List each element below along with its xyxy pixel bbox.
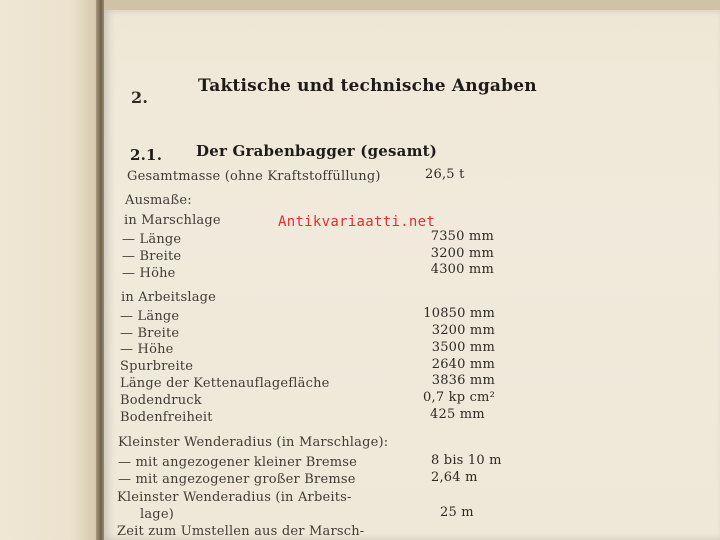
- row-value-spurbreite: 2640 mm: [431, 357, 495, 372]
- row-label-bodendruck: Bodendruck: [120, 393, 202, 408]
- row-value-bodenfreiheit: 425 mm: [430, 407, 485, 422]
- row-value-m-breite: 3200 mm: [430, 246, 494, 261]
- row-value-a-laenge: 10850 mm: [423, 306, 495, 321]
- row-value-kettenlaenge: 3836 mm: [431, 373, 495, 388]
- row-label-kleine-bremse: — mit angezogener kleiner Bremse: [118, 455, 358, 470]
- subsection-title: Der Grabenbagger (gesamt): [196, 142, 438, 160]
- watermark: Antikvariaatti.net: [278, 214, 436, 230]
- row-value-a-breite: 3200 mm: [431, 323, 495, 338]
- section-title: Taktische und technische Angaben: [198, 76, 537, 96]
- row-label-gesamtmasse: Gesamtmasse (ohne Kraftstoffüllung): [127, 169, 381, 184]
- row-wenderadius-arbeit-1: Kleinster Wenderadius (in Arbeits-: [117, 490, 352, 505]
- left-page-edge: [0, 0, 100, 540]
- row-label-a-laenge: — Länge: [120, 309, 180, 324]
- row-value-grosse-bremse: 2,64 m: [431, 470, 478, 485]
- row-label-m-breite: — Breite: [122, 249, 182, 264]
- row-umstellen: Zeit zum Umstellen aus der Marsch-: [117, 524, 365, 539]
- row-ausmasse: Ausmaße:: [125, 193, 192, 208]
- subsection-number: 2.1.: [130, 146, 163, 164]
- row-value-gesamtmasse: 26,5 t: [425, 167, 465, 182]
- row-value-m-hoehe: 4300 mm: [430, 262, 494, 277]
- row-value-m-laenge: 7350 mm: [430, 229, 494, 244]
- page-top-edge: [104, 0, 720, 10]
- row-label-kettenlaenge: Länge der Kettenauflagefläche: [120, 376, 330, 391]
- section-number: 2.: [131, 88, 149, 107]
- row-label-m-laenge: — Länge: [122, 232, 182, 247]
- row-label-bodenfreiheit: Bodenfreiheit: [120, 410, 213, 425]
- row-value-wenderadius-arbeit-2: 25 m: [440, 505, 474, 520]
- row-value-bodendruck: 0,7 kp cm²: [423, 390, 495, 405]
- row-label-grosse-bremse: — mit angezogener großer Bremse: [118, 472, 356, 487]
- row-label-wenderadius-arbeit-2: lage): [140, 507, 174, 522]
- row-label-a-hoehe: — Höhe: [120, 342, 174, 357]
- row-value-kleine-bremse: 8 bis 10 m: [431, 453, 502, 468]
- row-label-spurbreite: Spurbreite: [120, 359, 194, 374]
- row-label-m-hoehe: — Höhe: [122, 266, 176, 281]
- row-arbeitslage: in Arbeitslage: [121, 290, 217, 305]
- row-marschlage: in Marschlage: [124, 213, 221, 228]
- row-label-a-breite: — Breite: [120, 326, 180, 341]
- row-wenderadius-marsch: Kleinster Wenderadius (in Marschlage):: [118, 435, 389, 450]
- row-value-a-hoehe: 3500 mm: [431, 340, 495, 355]
